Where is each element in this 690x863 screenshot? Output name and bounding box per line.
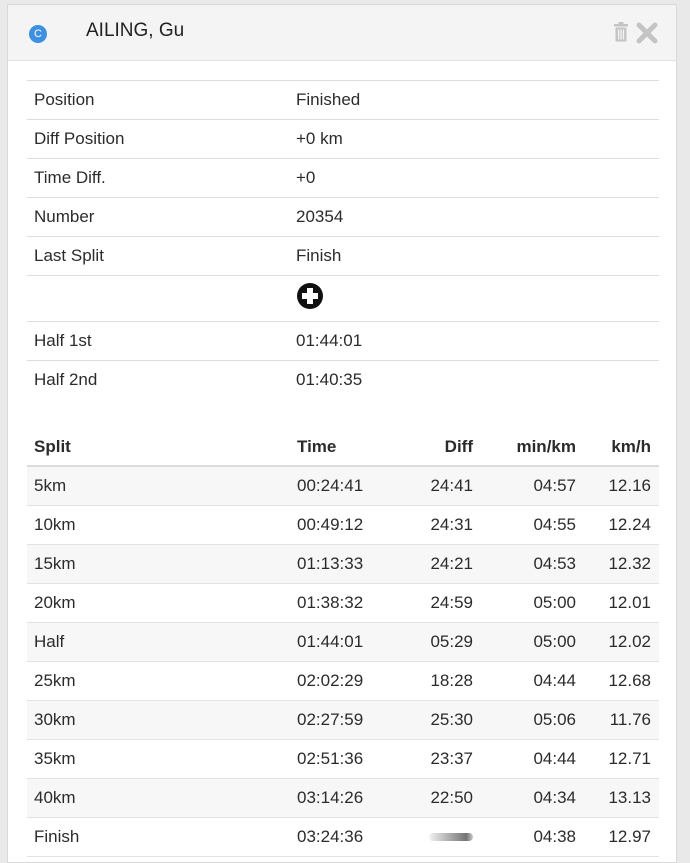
- split-row: [27, 817, 659, 856]
- info-value: 01:40:35: [288, 361, 659, 400]
- split-speed: 12.71: [576, 739, 659, 778]
- info-value: Finished: [288, 81, 659, 120]
- close-icon[interactable]: [636, 22, 658, 49]
- split-row: [27, 544, 659, 583]
- category-badge: C: [29, 25, 47, 43]
- info-label: Time Diff.: [27, 159, 288, 198]
- split-time: 03:14:26: [289, 778, 401, 817]
- split-pace: 04:34: [473, 778, 576, 817]
- split-speed: 12.02: [576, 622, 659, 661]
- split-row: [27, 505, 659, 544]
- split-pace: 04:55: [473, 505, 576, 544]
- split-speed: 12.97: [576, 817, 659, 856]
- split-pace: 04:44: [473, 739, 576, 778]
- info-label: Half 2nd: [27, 361, 288, 400]
- split-diff: 24:21: [401, 544, 473, 583]
- info-row: [27, 237, 659, 276]
- info-value: 01:44:01: [288, 322, 659, 361]
- info-label: Diff Position: [27, 120, 288, 159]
- split-speed: 13.13: [576, 778, 659, 817]
- info-row: [27, 120, 659, 159]
- split-diff: 24:59: [401, 583, 473, 622]
- col-header-speed: km/h: [576, 428, 659, 466]
- split-row: [27, 622, 659, 661]
- split-name: 5km: [27, 466, 289, 505]
- split-name: 40km: [27, 778, 289, 817]
- split-pace: 04:53: [473, 544, 576, 583]
- split-name: 20km: [27, 583, 289, 622]
- info-value: +0: [288, 159, 659, 198]
- split-diff: 24:31: [401, 505, 473, 544]
- split-pace: 04:38: [473, 817, 576, 856]
- info-label: Half 1st: [27, 322, 288, 361]
- split-time: 02:27:59: [289, 700, 401, 739]
- split-name: Half: [27, 622, 289, 661]
- info-row: [27, 198, 659, 237]
- splits-header-row: [27, 428, 659, 466]
- expand-row: [27, 276, 659, 322]
- split-row: [27, 700, 659, 739]
- split-row: [27, 778, 659, 817]
- split-diff: 05:29: [401, 622, 473, 661]
- split-name: 30km: [27, 700, 289, 739]
- split-speed: 12.68: [576, 661, 659, 700]
- info-value: Finish: [288, 237, 659, 276]
- plus-circle-icon[interactable]: [296, 282, 324, 315]
- split-pace: 04:57: [473, 466, 576, 505]
- col-header-pace: min/km: [473, 428, 576, 466]
- split-diff: 23:37: [401, 739, 473, 778]
- info-value: 20354: [288, 198, 659, 237]
- split-name: 15km: [27, 544, 289, 583]
- col-header-split: Split: [27, 428, 289, 466]
- blurred-value: [429, 833, 473, 841]
- info-value: +0 km: [288, 120, 659, 159]
- split-speed: 11.76: [576, 700, 659, 739]
- split-pace: 04:44: [473, 661, 576, 700]
- split-name: 10km: [27, 505, 289, 544]
- modal-header: [8, 5, 676, 61]
- runner-detail-modal: [7, 4, 677, 863]
- split-name: 35km: [27, 739, 289, 778]
- split-time: 01:44:01: [289, 622, 401, 661]
- split-time: 01:13:33: [289, 544, 401, 583]
- split-time: 00:49:12: [289, 505, 401, 544]
- split-time: 02:51:36: [289, 739, 401, 778]
- split-pace: 05:06: [473, 700, 576, 739]
- split-speed: 12.01: [576, 583, 659, 622]
- split-row: [27, 661, 659, 700]
- split-speed: 12.24: [576, 505, 659, 544]
- half-row: [27, 361, 659, 400]
- split-time: 03:24:36: [289, 817, 401, 856]
- split-row: [27, 466, 659, 505]
- split-pace: 05:00: [473, 622, 576, 661]
- split-diff: 25:30: [401, 700, 473, 739]
- split-speed: 12.16: [576, 466, 659, 505]
- split-name: Finish: [27, 817, 289, 856]
- col-header-diff: Diff: [401, 428, 473, 466]
- info-label: Last Split: [27, 237, 288, 276]
- splits-table: [27, 428, 659, 857]
- split-pace: 05:00: [473, 583, 576, 622]
- split-diff: 22:50: [401, 778, 473, 817]
- trash-icon[interactable]: [613, 22, 629, 47]
- split-diff: 24:41: [401, 466, 473, 505]
- info-row: [27, 81, 659, 120]
- runner-name: AILING, Gu: [86, 20, 185, 41]
- split-time: 00:24:41: [289, 466, 401, 505]
- half-row: [27, 322, 659, 361]
- runner-info-table: [27, 80, 659, 400]
- split-diff: [401, 817, 473, 856]
- info-label: Number: [27, 198, 288, 237]
- split-time: 01:38:32: [289, 583, 401, 622]
- split-name: 25km: [27, 661, 289, 700]
- split-time: 02:02:29: [289, 661, 401, 700]
- split-row: [27, 739, 659, 778]
- col-header-time: Time: [289, 428, 401, 466]
- info-label: Position: [27, 81, 288, 120]
- split-speed: 12.32: [576, 544, 659, 583]
- info-row: [27, 159, 659, 198]
- split-row: [27, 583, 659, 622]
- split-diff: 18:28: [401, 661, 473, 700]
